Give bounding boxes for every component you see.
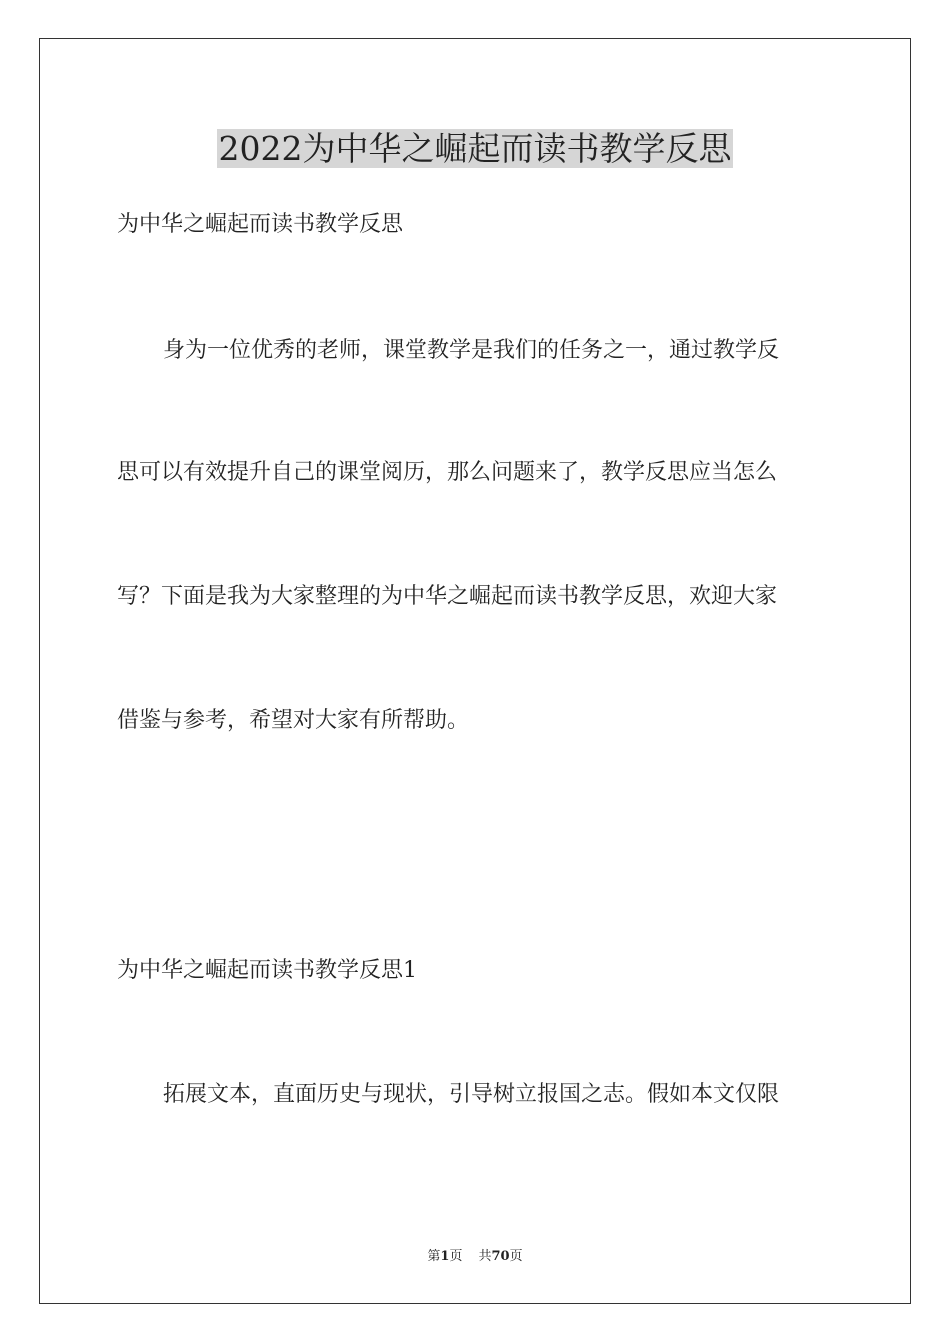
footer-total-pages: 70 — [491, 1249, 510, 1264]
intro-line-4: 借鉴与参考，希望对大家有所帮助。 — [117, 708, 470, 733]
document-subtitle: 为中华之崛起而读书教学反思 — [117, 212, 404, 237]
footer-total-prefix: 共 — [478, 1249, 492, 1264]
section-line-1: 拓展文本，直面历史与现状，引导树立报国之志。假如本文仅限 — [163, 1082, 780, 1107]
footer-page-number: 1 — [440, 1249, 450, 1264]
section-heading: 为中华之崛起而读书教学反思1 — [117, 958, 417, 983]
intro-line-3: 写？下面是我为大家整理的为中华之崛起而读书教学反思，欢迎大家 — [117, 584, 778, 609]
intro-line-2: 思可以有效提升自己的课堂阅历，那么问题来了，教学反思应当怎么 — [117, 460, 778, 485]
document-title-text: 2022为中华之崛起而读书教学反思 — [218, 129, 732, 168]
footer-page-suffix: 页 — [449, 1249, 463, 1264]
footer-page-prefix: 第 — [427, 1249, 441, 1264]
page-footer — [0, 1248, 950, 1266]
document-title — [0, 127, 950, 171]
footer-total-suffix: 页 — [509, 1249, 523, 1264]
intro-line-1: 身为一位优秀的老师，课堂教学是我们的任务之一，通过教学反 — [163, 338, 780, 363]
